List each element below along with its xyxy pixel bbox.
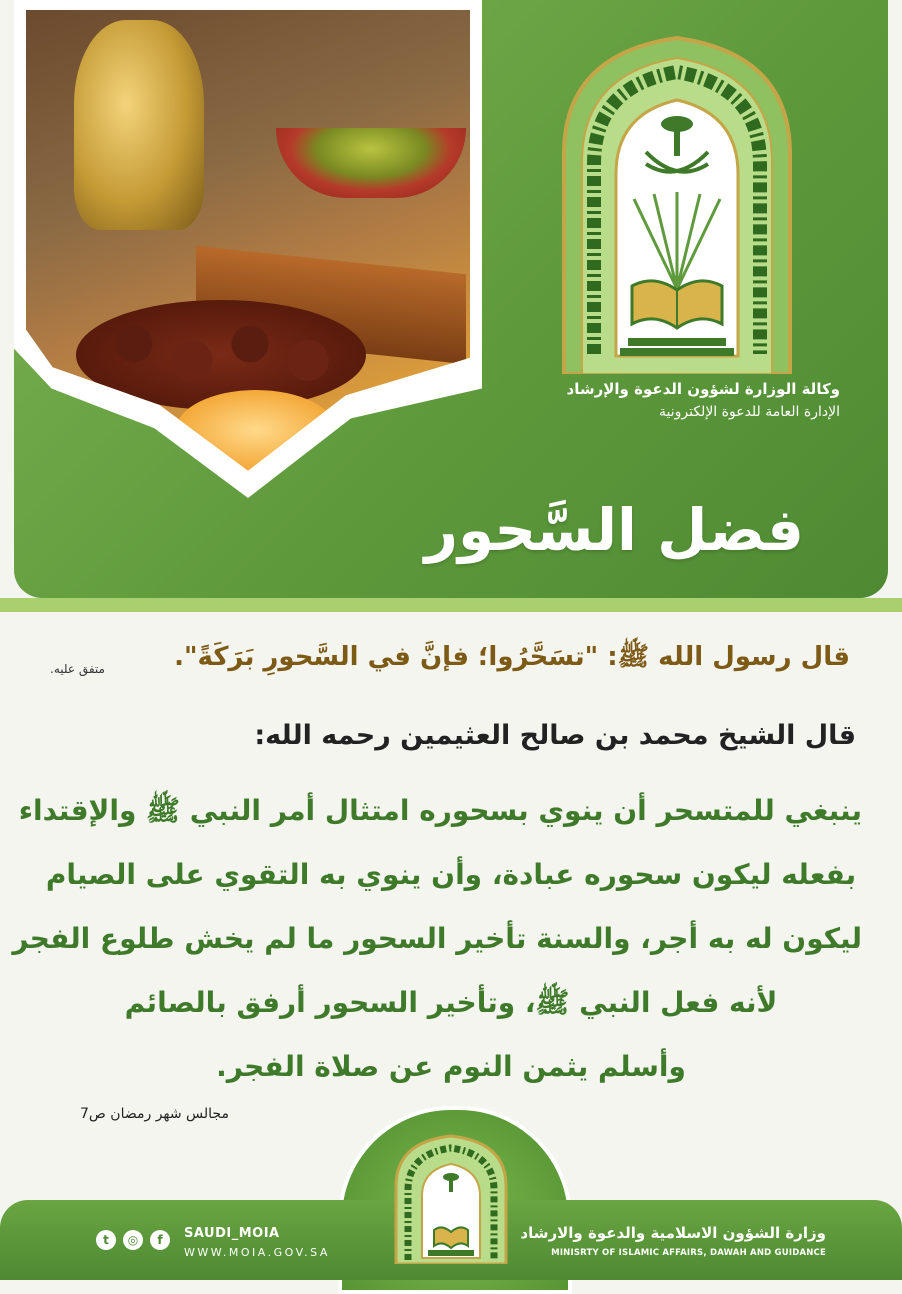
twitter-icon[interactable]: t: [96, 1230, 116, 1250]
facebook-icon[interactable]: f: [150, 1230, 170, 1250]
ministry-name-english: MINISRTY OF ISLAMIC AFFAIRS, DAWAH AND GUIDANCE: [551, 1248, 826, 1258]
sheikh-intro: قال الشيخ محمد بن صالح العثيمين رحمه الله:: [254, 720, 856, 751]
quote-line-2: بفعله ليكون سحوره عبادة، وأن ينوي به التقوي على الصيام: [45, 858, 857, 891]
footer-ministry-emblem: [392, 1134, 510, 1264]
quote-line-1: ينبغي للمتسحر أن ينوي بسحوره امتثال أمر النبي ﷺ والإقتداء: [18, 794, 862, 827]
instagram-icon[interactable]: ◎: [123, 1230, 143, 1250]
agency-name: وكالة الوزارة لشؤون الدعوة والإرشاد: [566, 380, 840, 398]
divider-band: [0, 598, 902, 612]
quote-line-4: لأنه فعل النبي ﷺ، وتأخير السحور أرفق بالصائم: [124, 986, 778, 1019]
header-banner: [14, 0, 888, 598]
department-name: الإدارة العامة للدعوة الإلكترونية: [658, 404, 840, 420]
book-reference: مجالس شهر رمضان ص7: [80, 1106, 229, 1122]
website-link[interactable]: WWW.MOIA.GOV.SA: [184, 1246, 330, 1259]
social-handle[interactable]: SAUDI_MOIA: [184, 1226, 280, 1241]
hadith-text: قال رسول الله ﷺ: "تسَحَّرُوا؛ فإنَّ في السَّحورِ بَرَكَةً".: [174, 642, 850, 672]
coffee-pot-image: [74, 20, 204, 230]
ministry-name-arabic: وزارة الشؤون الاسلامية والدعوة والارشاد: [520, 1224, 826, 1242]
hadith-source: متفق عليه.: [50, 662, 105, 676]
quote-line-5: وأسلم يثمن النوم عن صلاة الفجر.: [216, 1050, 686, 1083]
social-icons: [96, 1230, 170, 1250]
quote-line-3: ليكون له به أجر، والسنة تأخير السحور ما لم يخش طلوع الفجر: [12, 922, 862, 955]
page-title: فضل السَّحور: [424, 496, 804, 564]
suhoor-food-photo: [26, 10, 470, 480]
ministry-emblem-logo: [554, 34, 800, 374]
olive-bowl-image: [276, 128, 466, 198]
